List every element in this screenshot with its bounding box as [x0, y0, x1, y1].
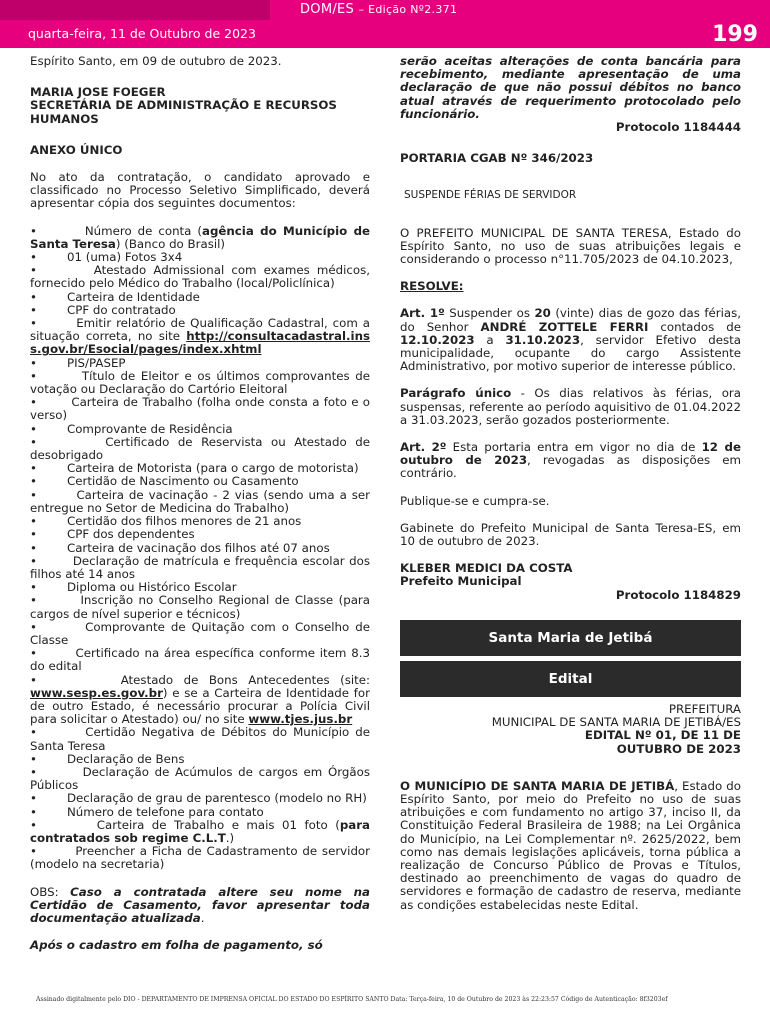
list-item: • Carteira de vacinação dos filhos até 07 anos [30, 540, 330, 555]
section-band-municipality: Santa Maria de Jetibá [400, 620, 741, 656]
list-item: • Carteira de vacinação - 2 vias (sendo uma a ser entregue no Setor de Medicina do Trabalho) [30, 487, 371, 515]
list-item: • Número de conta (agência do Município de Santa Teresa) (Banco do Brasil) [30, 223, 371, 251]
list-item: • Certificado de Reservista ou Atestado de desobrigado [30, 434, 370, 463]
continued-text: serão aceitas alterações de conta bancária para recebimento, mediante apresentação de uma declaração de que não possui débitos no banco atual através de requerimento protocolado pelo funcionário. [400, 54, 741, 121]
list-item: • Emitir relatório de Qualificação Cadastral, com a situação correta, no site http://consultacadastral.inss.gov.br/Esocial/pages/index.xhtml [30, 316, 370, 357]
list-item: • Atestado Admissional com exames médicos, fornecido pelo Médico do Trabalho (local/Policlínica) [30, 263, 370, 291]
mayor-role: Prefeito Municipal [400, 574, 522, 589]
list-item: • Comprovante de Quitação com o Conselho de Classe [30, 619, 371, 647]
list-item: • Título de Eleitor e os últimos comprovantes de votação ou Declaração do Cartório Eleitoral [30, 368, 371, 397]
left-column [30, 55, 370, 952]
list-item: • Declaração de Bens [30, 751, 185, 766]
sesp-link[interactable]: www.sesp.es.gov.br [30, 685, 163, 700]
obs-note: OBS: Caso a contratada altere seu nome na Certidão de Casamento, favor apresentar toda documentação atualizada. [30, 884, 370, 925]
list-item: • Certidão Negativa de Débitos do Município de Santa Teresa [30, 725, 371, 753]
list-item: • Diploma ou Histórico Escolar [30, 580, 237, 595]
portaria-preamble: O PREFEITO MUNICIPAL DE SANTA TERESA, Estado do Espírito Santo, no uso de suas atribuições legais e considerando o processo n°11.705/2023 de 04.10.2023, [400, 225, 741, 267]
signer-name: MARIA JOSE FOEGER [30, 85, 166, 100]
resolve-heading: RESOLVE: [400, 279, 464, 294]
footer-signature: Assinado digitalmente pelo DIO - DEPARTAMENTO DE IMPRENSA OFICIAL DO ESTADO DO ESPÍRITO SANTO Data: Terça-feira, 10 de Outubro de 2023 às 22:23:57 Código de Autenticação: 8f3203ef [36, 996, 668, 1003]
intro-line: Espírito Santo, em 09 de outubro de 2023. [30, 54, 282, 68]
portaria-title: PORTARIA CGAB Nº 346/2023 [400, 151, 594, 166]
list-item: • Carteira de Motorista (para o cargo de motorista) [30, 461, 359, 476]
publique-line: Publique-se e cumpra-se. [400, 493, 550, 508]
tjes-link[interactable]: www.tjes.jus.br [248, 712, 353, 727]
signer-role: SECRETÁRIA DE ADMINISTRAÇÃO E RECURSOS HUMANOS [30, 98, 337, 126]
list-item: • Carteira de Identidade [30, 289, 200, 304]
paragraph-unico: Parágrafo único - Os dias relativos às férias, ora suspensas, referente ao período aquisitivo de 01.04.2022 a 31.03.2023, serão gozados posteriormente. [400, 386, 741, 427]
annex-title: ANEXO ÚNICO [30, 142, 123, 157]
list-item: • Carteira de Trabalho e mais 01 foto (para contratados sob regime C.L.T.) [30, 817, 371, 845]
article-1: Art. 1º Suspender os 20 (vinte) dias de gozo das férias, do Senhor ANDRÉ ZOTTELE FERRI contados de 12.10.2023 a 31.10.2023, servidor Efetivo desta municipalidade, ocupante do cargo Assistente Administrativo, por motivo superior de interesse público. [400, 306, 741, 374]
consulta-cadastral-link[interactable]: http://consultacadastral.inss.gov.br/Esocial/pages/index.xhtml [30, 329, 370, 357]
list-item: • CPF do contratado [30, 302, 176, 317]
list-item: • PIS/PASEP [30, 355, 126, 370]
edital-title: EDITAL Nº 01, DE 11 DE OUTUBRO DE 2023 [584, 728, 741, 756]
page-number: 199 [712, 22, 758, 47]
prefeitura-line-1: PREFEITURA [668, 701, 741, 716]
header-dark-segment [0, 0, 270, 20]
list-item: • Declaração de Acúmulos de cargos em Órgãos Públicos [30, 764, 370, 793]
gabinete-line: Gabinete do Prefeito Municipal de Santa Teresa-ES, em 10 de outubro de 2023. [400, 520, 741, 549]
list-item: • Preencher a Ficha de Cadastramento de servidor (modelo na secretaria) [30, 844, 370, 872]
right-column [400, 55, 741, 912]
list-item: • 01 (uma) Fotos 3x4 [30, 250, 183, 265]
list-item: • Atestado de Bons Antecedentes (site: www.sesp.es.gov.br) e se a Carteira de Identidade for de outro Estado, é necessário procurar a Polícia Civil para solicitar o Atestado) ou/ no site www.tjes.jus.br [30, 672, 370, 727]
protocol-1: Protocolo 1184444 [615, 120, 741, 135]
journal-edition: – Edição Nº2.371 [358, 3, 458, 16]
list-item: • Certidão de Nascimento ou Casamento [30, 474, 299, 489]
list-item: • Carteira de Trabalho (folha onde consta a foto e o verso) [30, 395, 371, 423]
portaria-ementa: SUSPENDE FÉRIAS DE SERVIDOR [404, 189, 577, 202]
list-item: • Comprovante de Residência [30, 421, 233, 436]
list-item: • Inscrição no Conselho Regional de Classe (para cargos de nível superior e técnicos) [30, 593, 371, 621]
annex-intro: No ato da contratação, o candidato aprovado e classificado no Processo Seletivo Simplificado, deverá apresentar cópia dos seguintes documentos: [30, 170, 370, 211]
prefeitura-line-2: MUNICIPAL DE SANTA MARIA DE JETIBÁ/ES [491, 715, 741, 730]
list-item: • Número de telefone para contato [30, 804, 264, 819]
list-item: • Certificado na área específica conforme item 8.3 do edital [30, 646, 371, 674]
section-band-edital: Edital [400, 661, 741, 697]
article-2: Art. 2º Esta portaria entra em vigor no dia de 12 de outubro de 2023, revogadas as disposições em contrário. [400, 440, 741, 481]
final-note: Após o cadastro em folha de pagamento, só [30, 938, 323, 953]
list-item: • Declaração de grau de parentesco (modelo no RH) [30, 791, 367, 806]
protocol-2: Protocolo 1184829 [615, 587, 741, 602]
journal-title [300, 2, 457, 17]
edital-body: O MUNICÍPIO DE SANTA MARIA DE JETIBÁ, Estado do Espírito Santo, por meio do Prefeito no uso de suas atribuições e com fundamento no artigo 37, inciso II, da Constituição Federal Brasileira de 1988; na Lei Orgânica do Município, na Lei Complementar nº. 2625/2022, bem como nas demais legislações aplicáveis, torna pública a realização de Concurso Público de Provas e Títulos, destinado ao preenchimento de vagas do quadro de servidores e formação de cadastro de reserva, mediante as condições estabelecidas neste Edital. [400, 778, 741, 912]
mayor-name: KLEBER MEDICI DA COSTA [400, 561, 573, 576]
list-item: • CPF dos dependentes [30, 527, 195, 542]
list-item: • Certidão dos filhos menores de 21 anos [30, 514, 302, 529]
journal-name: DOM/ES [300, 2, 355, 17]
list-item: • Declaração de matrícula e frequência escolar dos filhos até 14 anos [30, 553, 370, 581]
header-date: quarta-feira, 11 de Outubro de 2023 [28, 26, 256, 41]
